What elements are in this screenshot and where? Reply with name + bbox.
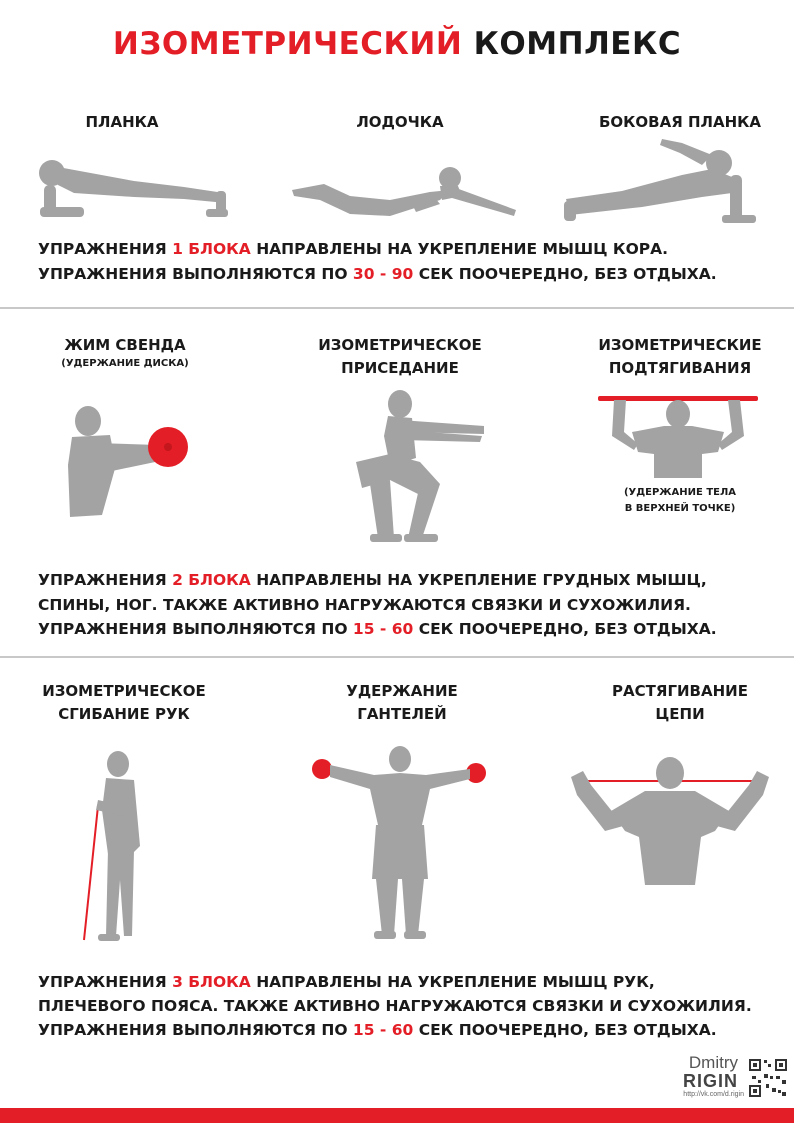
watermark-surname: RIGIN [682,1071,738,1091]
desc-text: СЕК ПООЧЕРЕДНО, БЕЗ ОТДЫХА. [413,265,717,283]
block3-description-line3 [38,1018,778,1043]
svend-press-figure-icon [66,405,196,520]
block2-description-line3 [38,617,778,642]
desc-highlight: 3 БЛОКА [172,973,251,991]
boat-figure-icon [290,160,518,222]
plank-figure-icon [34,155,234,227]
block1-description-line1 [38,237,778,262]
label-dumbbell-line2: ГАНТЕЛЕЙ [357,705,447,723]
desc-text: СЕК ПООЧЕРЕДНО, БЕЗ ОТДЫХА. [413,620,717,638]
desc-text: НАПРАВЛЕНЫ НА УКРЕПЛЕНИЕ МЫШЦ РУК, [250,973,655,991]
qr-code-icon [748,1058,788,1098]
watermark-url: http://vk.com/d.rigin [683,1091,744,1098]
page-title [0,26,794,62]
desc-text: УПРАЖНЕНИЯ ВЫПОЛНЯЮТСЯ ПО [38,620,353,638]
label-boat: ЛОДОЧКА [356,113,444,131]
curl-figure-icon [78,750,148,946]
block2-description-line2: СПИНЫ, НОГ. ТАКЖЕ АКТИВНО НАГРУЖАЮТСЯ СВЯЗКИ И СУХОЖИЛИЯ. [38,596,691,614]
desc-text: УПРАЖНЕНИЯ ВЫПОЛНЯЮТСЯ ПО [38,1021,353,1039]
desc-text: УПРАЖНЕНИЯ [38,571,173,589]
desc-highlight: 15 - 60 [352,620,414,638]
desc-highlight: 2 БЛОКА [172,571,251,589]
block3-description-line1 [38,970,778,995]
desc-highlight: 30 - 90 [352,265,414,283]
desc-text: УПРАЖНЕНИЯ ВЫПОЛНЯЮТСЯ ПО [38,265,353,283]
label-squat-line1: ИЗОМЕТРИЧЕСКОЕ [318,336,482,354]
squat-figure-icon [350,388,490,548]
section-divider-1 [0,307,794,309]
label-svend-press: ЖИМ СВЕНДА [64,336,186,354]
label-curl-line1: ИЗОМЕТРИЧЕСКОЕ [42,682,206,700]
block3-description-line2: ПЛЕЧЕВОГО ПОЯСА. ТАКЖЕ АКТИВНО НАГРУЖАЮТСЯ СВЯЗКИ И СУХОЖИЛИЯ. [38,997,752,1015]
block2-description-line1 [38,568,778,593]
label-curl-line2: СГИБАНИЕ РУК [58,705,190,723]
desc-text: НАПРАВЛЕНЫ НА УКРЕПЛЕНИЕ МЫШЦ КОРА. [250,240,669,258]
label-dumbbell-line1: УДЕРЖАНИЕ [346,682,458,700]
desc-highlight: 1 БЛОКА [172,240,251,258]
label-pullup-sub2: В ВЕРХНЕЙ ТОЧКЕ) [624,503,736,514]
bottom-accent-bar [0,1108,794,1123]
desc-text: УПРАЖНЕНИЯ [38,973,173,991]
label-pullup-line1: ИЗОМЕТРИЧЕСКИЕ [598,336,762,354]
label-pullup-sub1: (УДЕРЖАНИЕ ТЕЛА [623,487,737,498]
label-chain-line1: РАСТЯГИВАНИЕ [612,682,748,700]
label-svend-press-sub: (УДЕРЖАНИЕ ДИСКА) [61,358,189,369]
block1-description-line2 [38,262,778,287]
label-chain-line2: ЦЕПИ [655,705,705,723]
desc-highlight: 15 - 60 [352,1021,414,1039]
desc-text: УПРАЖНЕНИЯ [38,240,173,258]
desc-text: НАПРАВЛЕНЫ НА УКРЕПЛЕНИЕ ГРУДНЫХ МЫШЦ, [250,571,707,589]
label-plank: ПЛАНКА [85,113,159,131]
title-red-part: ИЗОМЕТРИЧЕСКИЙ [112,26,463,62]
chain-stretch-figure-icon [565,755,775,890]
side-plank-figure-icon [562,135,767,227]
section-divider-2 [0,656,794,658]
label-pullup-line2: ПОДТЯГИВАНИЯ [608,359,752,377]
dumbbell-hold-figure-icon [310,745,490,945]
label-squat-line2: ПРИСЕДАНИЕ [341,359,459,377]
label-side-plank: БОКОВАЯ ПЛАНКА [598,113,762,131]
title-black-part: КОМПЛЕКС [473,26,682,62]
desc-text: СЕК ПООЧЕРЕДНО, БЕЗ ОТДЫХА. [413,1021,717,1039]
watermark-name: Dmitry [688,1053,738,1072]
pullup-figure-icon [598,392,758,482]
